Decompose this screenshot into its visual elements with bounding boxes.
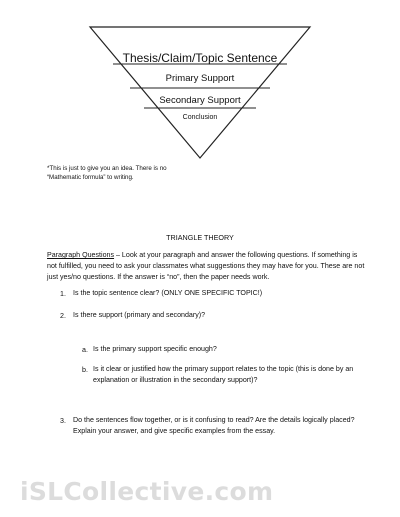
primary-support-label: Primary Support [165, 73, 235, 84]
subquestion-letter: b. [82, 366, 88, 374]
watermark-logo: iSLCollective.com [20, 477, 274, 506]
question-number: 1. [60, 290, 66, 298]
intro-label: Paragraph Questions [47, 251, 115, 259]
thesis-label: Thesis/Claim/Topic Sentence [122, 51, 278, 65]
question-3: Do the sentences flow together, or is it confusing to read? Are the details logically placed? Explain your answer, and give specific examples from the essay. [73, 416, 355, 435]
question-1: Is the topic sentence clear? (ONLY ONE SPECIFIC TOPIC!) [73, 289, 263, 297]
secondary-support-label: Secondary Support [159, 95, 241, 106]
subquestion-a: Is the primary support specific enough? [93, 345, 217, 353]
question-number: 2. [60, 312, 66, 320]
triangle-outline [90, 27, 310, 158]
triangle-diagram [0, 0, 400, 180]
question-number: 3. [60, 417, 66, 425]
question-2: Is there support (primary and secondary)? [73, 311, 206, 319]
conclusion-label: Conclusion [182, 114, 218, 121]
subquestion-b: Is it clear or justified how the primary support relates to the topic (this is done by an explanation or illustration in the secondary support)? [93, 365, 354, 384]
diagram-note: *This is just to give you an idea. There is no “Mathematic formula” to writing. [47, 165, 167, 181]
subquestion-letter: a. [82, 346, 88, 354]
page-title: TRIANGLE THEORY [166, 233, 234, 242]
intro-paragraph [47, 250, 365, 283]
intro-text: – Look at your paragraph and answer the following questions. If something is not fulfilled, you need to ask your classmates what suggestions they may have for you. These are not just yes/no questions. If the answer is “no”, then the paper needs work. [47, 251, 365, 281]
